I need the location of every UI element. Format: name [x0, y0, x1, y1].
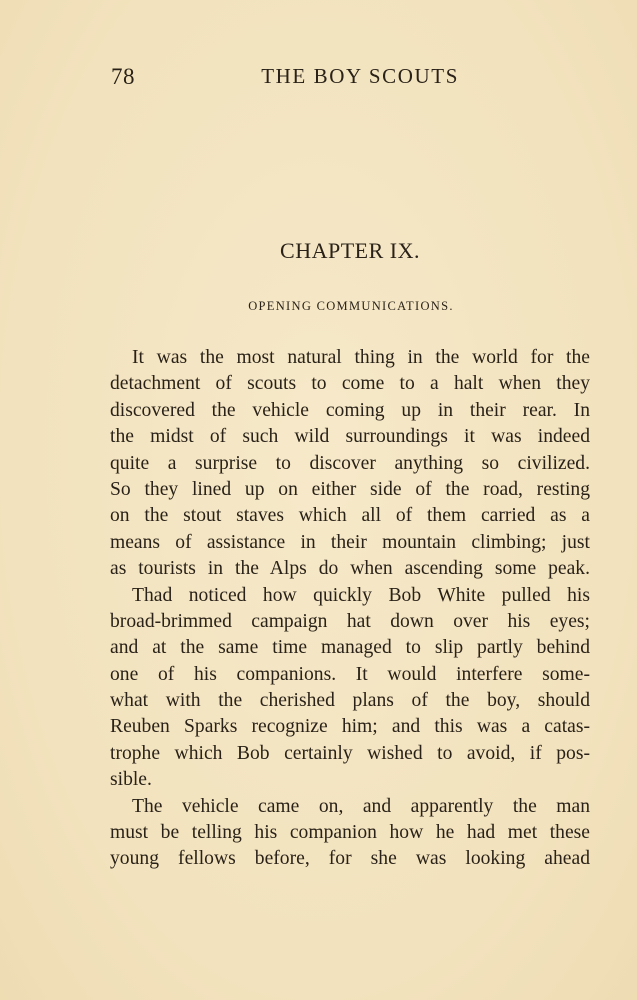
chapter-title: CHAPTER IX. [280, 238, 420, 263]
text-line: young fellows before, for she was looking ahead [110, 848, 590, 870]
page-number: 78 [111, 64, 135, 89]
text-line: one of his companions. It would interfere some- [110, 663, 590, 685]
text-line: means of assistance in their mountain climbing; just [110, 531, 590, 553]
text-line: quite a surprise to discover anything so civilized. [110, 452, 590, 474]
text-line: Reuben Sparks recognize him; and this was a catas- [110, 716, 590, 738]
text-line: trophe which Bob certainly wished to avoid, if pos- [110, 742, 590, 764]
text-line: and at the same time managed to slip partly behind [110, 637, 590, 659]
book-title: THE BOY SCOUTS [261, 64, 459, 88]
text-line: It was the most natural thing in the world for the [132, 347, 590, 368]
text-line: sible. [110, 769, 152, 791]
text-line: detachment of scouts to come to a halt when they [110, 373, 590, 395]
text-line: The vehicle came on, and apparently the man [132, 795, 590, 817]
chapter-subtitle: OPENING COMMUNICATIONS. [248, 299, 454, 313]
body-text [110, 345, 590, 873]
running-head [111, 64, 459, 94]
text-line: broad-brimmed campaign hat down over his eyes; [110, 610, 590, 632]
text-line: must be telling his companion how he had met these [110, 822, 590, 844]
text-line: the midst of such wild surroundings it was indeed [110, 426, 590, 448]
text-line: what with the cherished plans of the boy, should [110, 690, 590, 712]
text-line: Thad noticed how quickly Bob White pulled his [132, 584, 590, 606]
text-line: discovered the vehicle coming up in their rear. In [110, 399, 590, 421]
text-line: So they lined up on either side of the road, resting [110, 478, 590, 500]
text-line: on the stout staves which all of them carried as a [110, 505, 590, 527]
text-line: as tourists in the Alps do when ascending some peak. [110, 558, 590, 580]
